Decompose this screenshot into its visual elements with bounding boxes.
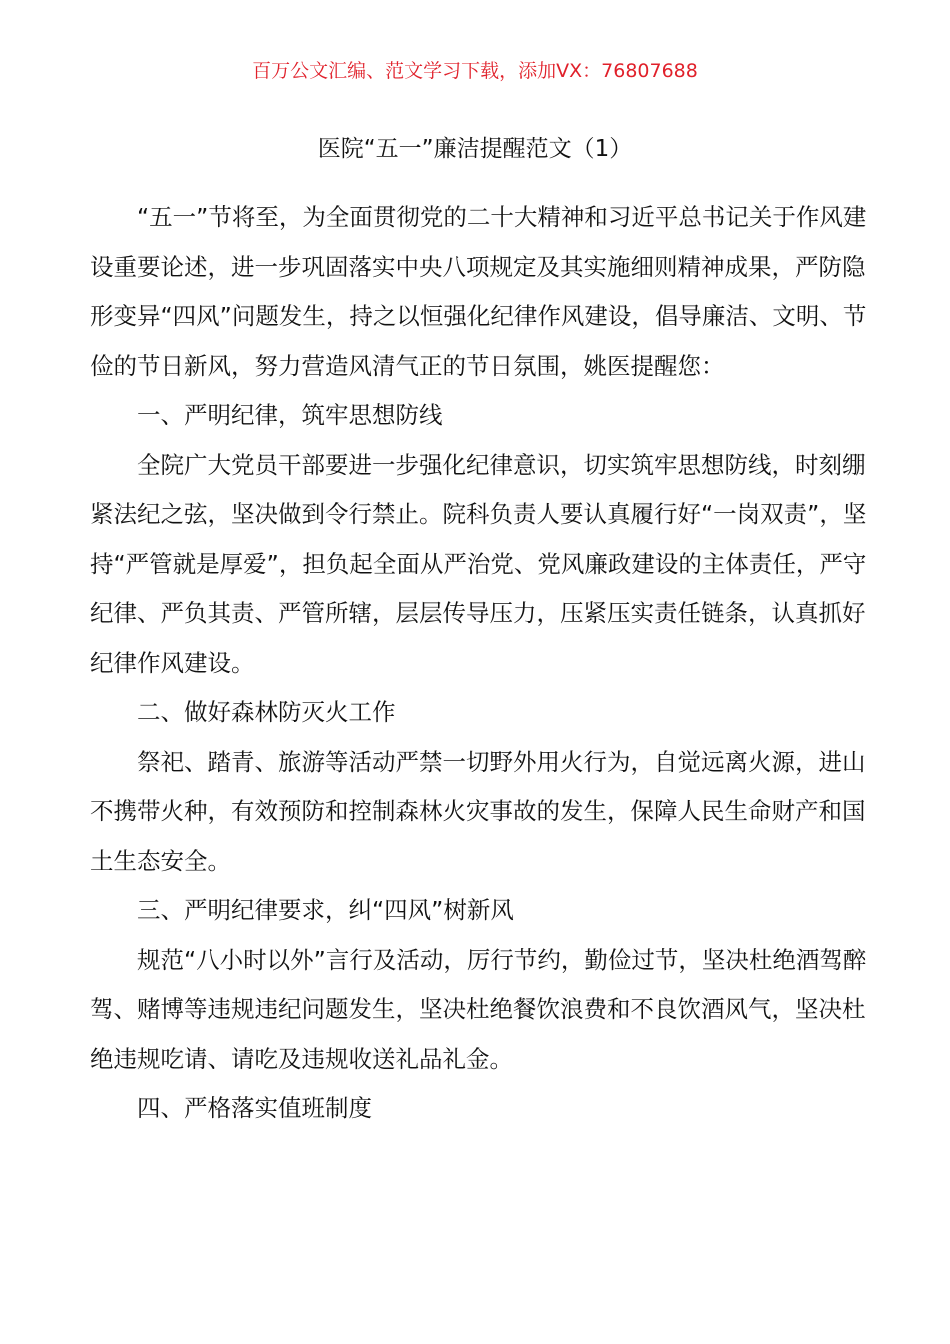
section-heading-2: 二、做好森林防灭火工作 <box>137 698 396 726</box>
section-heading-4: 四、严格落实值班制度 <box>137 1094 372 1122</box>
section-heading-3: 三、严明纪律要求，纠“四风”树新风 <box>137 896 514 924</box>
section-heading-1: 一、严明纪律，筑牢思想防线 <box>137 401 443 429</box>
watermark-header: 百万公文汇编、范文学习下载，添加VX：76807688 <box>252 60 698 82</box>
document-body <box>90 193 870 1134</box>
section-paragraph-1: 全院广大党员干部要进一步强化纪律意识，切实筑牢思想防线，时刻绷紧法纪之弦，坚决做到令行禁止。院科负责人要认真履行好“一岗双责”，坚持“严管就是厚爱”，担负起全面从严治党、党风廉政建设的主体责任，严守纪律、严负其责、严管所辖，层层传导压力，压紧压实责任链条，认真抓好纪律作风建设。 <box>90 450 867 677</box>
document-title: 医院“五一”廉洁提醒范文（1） <box>317 136 633 162</box>
section-paragraph-2: 祭祀、踏青、旅游等活动严禁一切野外用火行为，自觉远离火源，进山不携带火种，有效预防和控制森林火灾事故的发生，保障人民生命财产和国土生态安全。 <box>90 747 866 875</box>
section-paragraph-3: 规范“八小时以外”言行及活动，厉行节约，勤俭过节，坚决杜绝酒驾醉驾、赌博等违规违纪问题发生，坚决杜绝餐饮浪费和不良饮酒风气，坚决杜绝违规吃请、请吃及违规收送礼品礼金。 <box>90 945 867 1073</box>
intro-paragraph: “五一”节将至，为全面贯彻党的二十大精神和习近平总书记关于作风建设重要论述，进一步巩固落实中央八项规定及其实施细则精神成果，严防隐形变异“四风”问题发生，持之以恒强化纪律作风建设，倡导廉洁、文明、节俭的节日新风，努力营造风清气正的节日氛围，姚医提醒您： <box>90 203 867 380</box>
